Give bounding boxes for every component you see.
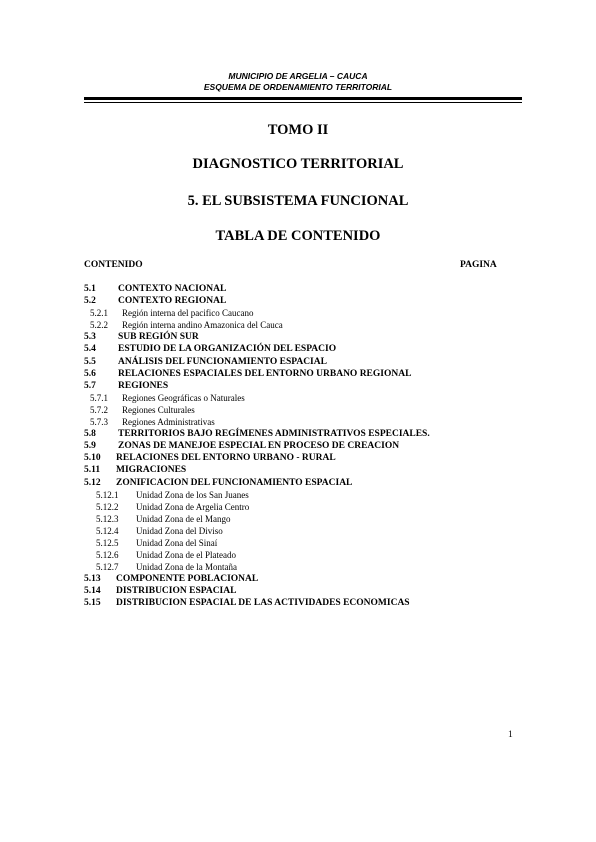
toc-entry-title: Regiones Administrativas (122, 417, 215, 428)
toc-entry-number: 5.6 (84, 368, 96, 379)
toc-entry (84, 452, 524, 464)
toc-entry-title: TERRITORIOS BAJO REGÍMENES ADMINISTRATIVOS ESPECIALES. (118, 429, 430, 440)
contenido-column-header: CONTENIDO (84, 260, 143, 270)
toc-entry-title: Unidad Zona del Sinaí (136, 537, 218, 548)
toc-entry (84, 331, 524, 343)
toc-entry-number: 5.12.5 (96, 537, 119, 548)
toc-entry-title: RELACIONES DEL ENTORNO URBANO - RURAL (116, 453, 336, 464)
page-number: 1 (508, 730, 513, 740)
toc-entry-title: Región interna del pacifico Caucano (122, 308, 254, 319)
toc-entry (84, 549, 524, 561)
toc-entry-title: SUB REGIÓN SUR (118, 332, 199, 343)
toc-entry (84, 392, 524, 404)
toc-entry-title: DISTRIBUCION ESPACIAL (116, 586, 237, 597)
toc-entry-title: ANÁLISIS DEL FUNCIONAMIENTO ESPACIAL (118, 356, 327, 367)
tabla-contenido-title: TABLA DE CONTENIDO (215, 228, 381, 244)
toc-entry-number: 5.15 (84, 598, 101, 609)
toc-entry (84, 368, 524, 380)
toc-entry (84, 343, 524, 355)
toc-entry-title: ZONIFICACION DEL FUNCIONAMIENTO ESPACIAL (116, 477, 353, 488)
toc-entry-number: 5.12.3 (96, 513, 119, 524)
toc-entry-number: 5.12.1 (96, 489, 119, 500)
toc-entry (84, 404, 524, 416)
toc-entry-number: 5.12.7 (96, 562, 119, 573)
toc-entry-title: COMPONENTE POBLACIONAL (116, 574, 259, 585)
toc-entry-number: 5.9 (84, 441, 96, 452)
toc-entry (84, 356, 524, 368)
toc-entry-title: REGIONES (118, 380, 169, 391)
toc-entry-title: CONTEXTO NACIONAL (118, 284, 227, 294)
toc-entry (84, 295, 524, 307)
toc-entry-number: 5.7.3 (90, 417, 108, 428)
toc-entry (84, 525, 524, 537)
toc-entry (84, 416, 524, 428)
toc-entry-number: 5.3 (84, 332, 96, 343)
toc-entry-title: DISTRIBUCION ESPACIAL DE LAS ACTIVIDADES ECONOMICAS (116, 598, 410, 609)
toc-entry-title: ZONAS DE MANEJOE ESPECIAL EN PROCESO DE CREACION (118, 441, 400, 452)
toc-entry (84, 513, 524, 525)
toc-entry-title: Unidad Zona de los San Juanes (136, 489, 249, 500)
toc-entry (84, 380, 524, 392)
document-header (0, 71, 596, 93)
toc-entry (84, 561, 524, 573)
toc-entry (84, 428, 524, 440)
toc-entry (84, 537, 524, 549)
toc-entry-number: 5.5 (84, 356, 96, 367)
toc-entry (84, 489, 524, 501)
toc-entry-number: 5.2 (84, 296, 96, 307)
header-plan-name: ESQUEMA DE ORDENAMIENTO TERRITORIAL (203, 82, 393, 92)
toc-entry-number: 5.4 (84, 344, 96, 355)
toc-entry (84, 477, 524, 489)
subsistema-title: 5. EL SUBSISTEMA FUNCIONAL (187, 193, 409, 209)
diagnostico-title: DIAGNOSTICO TERRITORIAL (192, 156, 404, 172)
toc-entry-title: ESTUDIO DE LA ORGANIZACIÓN DEL ESPACIO (118, 344, 337, 355)
toc-entry (84, 307, 524, 319)
header-municipality: MUNICIPIO DE ARGELIA – CAUCA (228, 71, 368, 81)
toc-entry-title: Regiones Culturales (122, 404, 195, 415)
toc-entry (84, 319, 524, 331)
toc-entry-title: Regiones Geográficas o Naturales (122, 392, 245, 403)
toc-entry-number: 5.7.1 (90, 392, 108, 403)
toc-entry-number: 5.2.1 (90, 308, 108, 319)
toc-entry (84, 440, 524, 452)
toc-entry-title: Unidad Zona de la Montaña (136, 562, 237, 573)
toc-entry-title: Unidad Zona de el Plateado (136, 550, 236, 561)
toc-entry-title: CONTEXTO REGIONAL (118, 296, 227, 307)
toc-entry-number: 5.12 (84, 477, 101, 488)
toc-entry-title: Región interna andino Amazonica del Cauca (122, 320, 283, 331)
toc-entry (84, 283, 524, 295)
toc-entry-number: 5.8 (84, 429, 96, 440)
toc-entry-title: Unidad Zona de Argelia Centro (136, 501, 250, 512)
pagina-column-header: PAGINA (460, 260, 497, 270)
toc-entry-title: Unidad Zona de el Mango (136, 513, 231, 524)
header-rule-thin (84, 102, 522, 103)
toc-entry-number: 5.11 (84, 465, 101, 476)
toc-entry-title: MIGRACIONES (116, 465, 187, 476)
toc-entry-title: Unidad Zona del Diviso (136, 525, 223, 536)
tomo-title: TOMO II (267, 122, 329, 138)
toc-entry-number: 5.13 (84, 574, 101, 585)
toc-entry (84, 597, 524, 609)
header-rule-thick (84, 97, 522, 100)
toc-entry-number: 5.10 (84, 453, 101, 464)
toc-entry-number: 5.1 (84, 284, 96, 294)
toc-entry (84, 464, 524, 476)
toc-entry-number: 5.12.4 (96, 525, 119, 536)
toc-entry (84, 501, 524, 513)
toc-entry (84, 585, 524, 597)
toc-entry-title: RELACIONES ESPACIALES DEL ENTORNO URBANO REGIONAL (118, 368, 412, 379)
toc-entry (84, 573, 524, 585)
toc-entry-number: 5.12.2 (96, 501, 119, 512)
toc-entry-number: 5.12.6 (96, 550, 119, 561)
toc-entry-number: 5.7.2 (90, 404, 108, 415)
table-of-contents (84, 283, 524, 610)
toc-entry-number: 5.14 (84, 586, 101, 597)
toc-entry-number: 5.2.2 (90, 320, 108, 331)
toc-entry-number: 5.7 (84, 380, 96, 391)
